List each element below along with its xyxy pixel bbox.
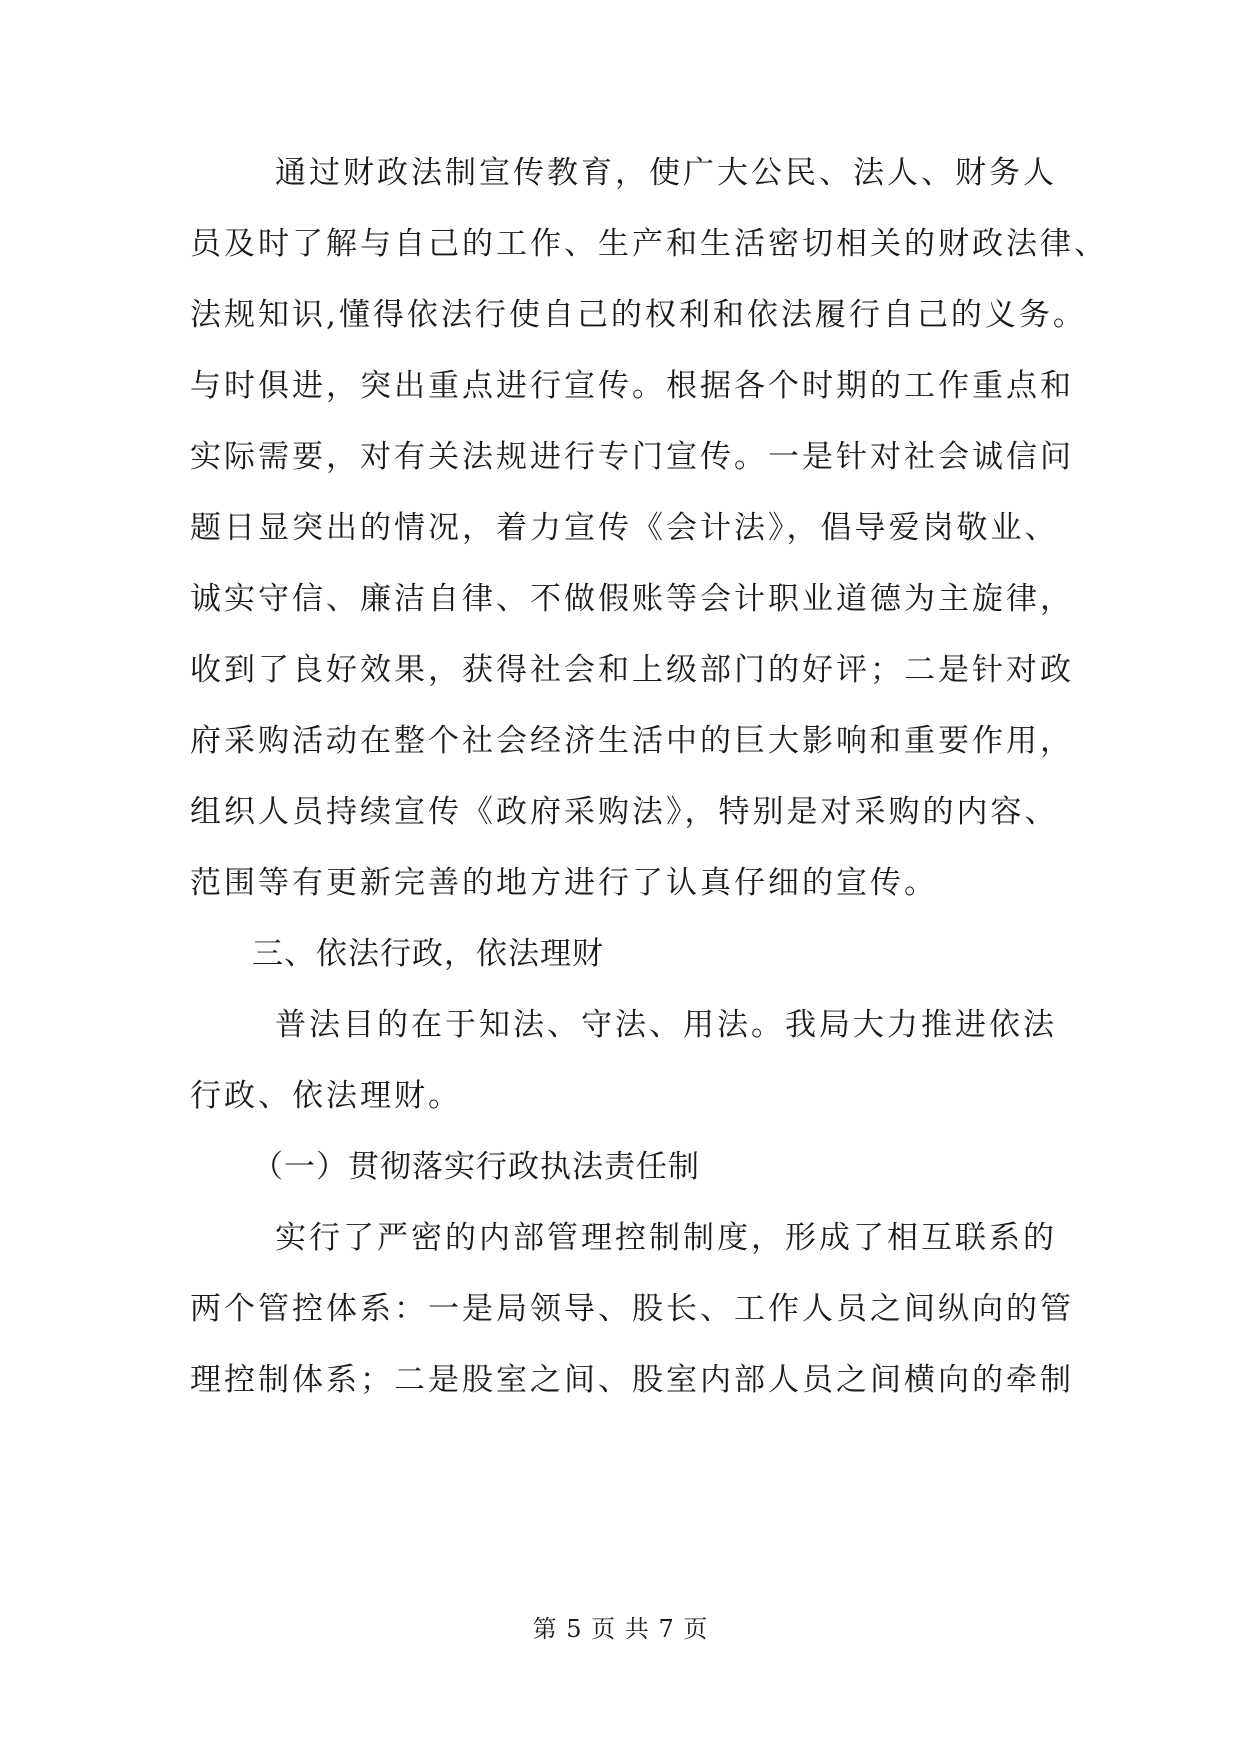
paragraph-line: 实行了严密的内部管理控制制度，形成了相互联系的: [275, 1220, 1057, 1256]
page-number-footer: 第 5 页 共 7 页: [532, 1615, 709, 1643]
section-heading: 三、依法行政，依法理财: [252, 936, 604, 972]
paragraph-line: 理控制体系；二是股室之间、股室内部人员之间横向的牵制: [190, 1362, 1074, 1398]
paragraph-line: 诚实守信、廉洁自律、不做假账等会计职业道德为主旋律，: [190, 581, 1074, 617]
paragraph-line: 行政、依法理财。: [190, 1078, 462, 1114]
subsection-heading: （一）贯彻落实行政执法责任制: [252, 1149, 700, 1185]
paragraph-line: 题日显突出的情况，着力宣传《会计法》，倡导爱岗敬业、: [190, 510, 1059, 546]
paragraph-line: 通过财政法制宣传教育，使广大公民、法人、财务人: [275, 155, 1057, 191]
paragraph-line: 两个管控体系：一是局领导、股长、工作人员之间纵向的管: [190, 1291, 1074, 1327]
paragraph-line: 收到了良好效果，获得社会和上级部门的好评；二是针对政: [190, 652, 1074, 688]
paragraph-line: 普法目的在于知法、守法、用法。我局大力推进依法: [275, 1007, 1057, 1043]
paragraph-line: 府采购活动在整个社会经济生活中的巨大影响和重要作用，: [190, 723, 1074, 759]
paragraph-line: 法规知识,懂得依法行使自己的权利和依法履行自己的义务。: [190, 297, 1087, 333]
paragraph-line: 实际需要，对有关法规进行专门宣传。一是针对社会诚信问: [190, 439, 1074, 475]
paragraph-line: 组织人员持续宣传《政府采购法》，特别是对采购的内容、: [190, 794, 1059, 830]
paragraph-line: 员及时了解与自己的工作、生产和生活密切相关的财政法律、: [190, 226, 1108, 262]
paragraph-line: 范围等有更新完善的地方进行了认真仔细的宣传。: [190, 865, 938, 901]
paragraph-line: 与时俱进，突出重点进行宣传。根据各个时期的工作重点和: [190, 368, 1074, 404]
